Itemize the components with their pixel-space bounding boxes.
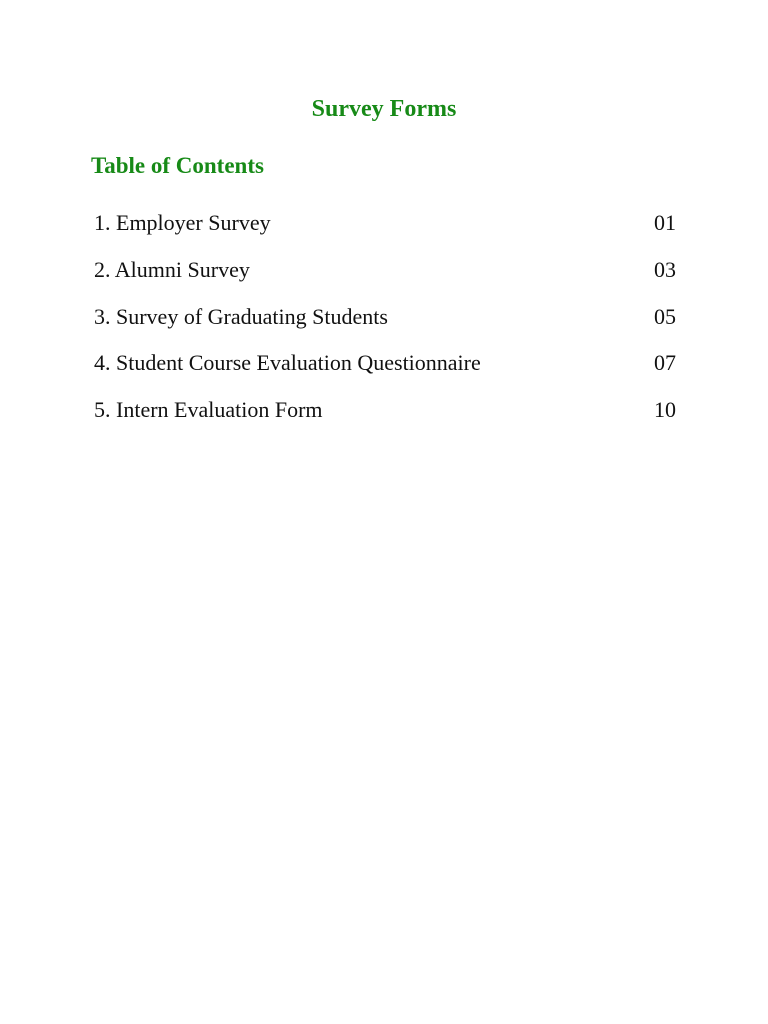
document-title: Survey Forms [311,96,457,122]
toc-item-alumni-survey[interactable] [94,255,676,302]
toc-item-label: 4. Student Course Evaluation Questionnaire [94,350,481,376]
toc-item-page-number: 10 [654,397,676,423]
toc-item-label: 3. Survey of Graduating Students [94,303,388,329]
toc-item-page-number: 05 [654,303,676,329]
toc-item-label: 1. Employer Survey [94,210,271,235]
toc-heading: Table of Contents [91,153,264,178]
toc-item-label: 2. Alumni Survey [94,256,250,282]
toc-item-page-number: 07 [654,350,676,376]
toc-item-page-number: 01 [654,210,676,235]
toc-item-intern-evaluation[interactable] [94,395,676,442]
toc-item-label: 5. Intern Evaluation Form [94,397,323,423]
toc-item-employer-survey[interactable] [94,208,676,255]
toc-item-graduating-students-survey[interactable] [94,302,676,349]
table-of-contents [94,208,676,442]
toc-item-page-number: 03 [654,256,676,282]
toc-item-course-evaluation[interactable] [94,348,676,395]
